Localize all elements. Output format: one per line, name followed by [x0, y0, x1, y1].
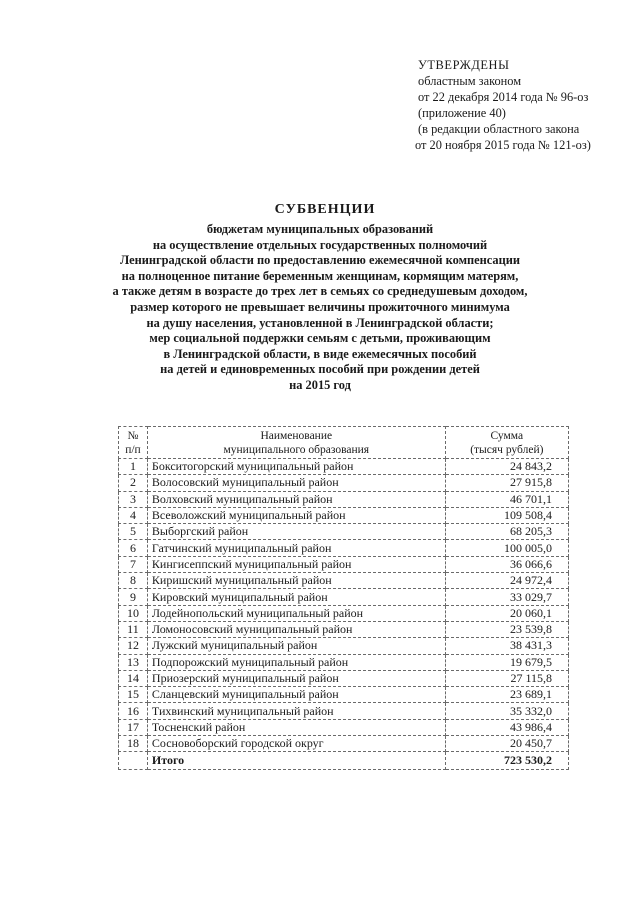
title-line: на 2015 год — [289, 377, 351, 392]
title-line: мер социальной поддержки семьям с детьми, проживающим — [149, 331, 491, 346]
table-row — [119, 556, 569, 572]
table-row — [119, 573, 569, 589]
approval-title: УТВЕРЖДЕНЫ — [418, 58, 510, 72]
title-line: размер которого не превышает величины прожиточного минимума — [130, 299, 510, 314]
row-name: Сланцевский муниципальный район — [147, 687, 445, 703]
row-sum: 24 843,2 — [445, 459, 568, 475]
header-num-line1: № — [127, 429, 139, 442]
header-name — [147, 427, 445, 459]
row-number: 10 — [119, 605, 148, 621]
row-sum: 20 060,1 — [445, 605, 568, 621]
table-row — [119, 605, 569, 621]
row-name: Тихвинский муниципальный район — [147, 703, 445, 719]
row-name: Сосновоборский городской округ — [147, 736, 445, 752]
row-number: 6 — [119, 540, 148, 556]
table-row — [119, 507, 569, 523]
header-num-line2: п/п — [125, 443, 141, 456]
approval-line: (в редакции областного закона — [418, 122, 580, 136]
title-line: Ленинградской области по предоставлению ежемесячной компенсации — [119, 253, 521, 268]
row-number: 8 — [119, 573, 148, 589]
table-total-row — [119, 752, 569, 770]
row-name: Киришский муниципальный район — [147, 573, 445, 589]
row-name: Подпорожский муниципальный район — [147, 654, 445, 670]
header-sum-line2: (тысяч рублей) — [470, 443, 544, 456]
row-sum: 23 539,8 — [445, 621, 568, 637]
row-number: 16 — [119, 703, 148, 719]
header-sum — [445, 427, 568, 459]
table-row — [119, 540, 569, 556]
row-number: 15 — [119, 687, 148, 703]
title-line: в Ленинградской области, в виде ежемесячных пособий — [163, 346, 477, 361]
table-row — [119, 638, 569, 654]
row-name: Всеволожский муниципальный район — [147, 507, 445, 523]
row-sum: 46 701,1 — [445, 491, 568, 507]
table-row — [119, 459, 569, 475]
row-name: Волосовский муниципальный район — [147, 475, 445, 491]
table-row — [119, 687, 569, 703]
table-row — [119, 524, 569, 540]
header-name-line1: Наименование — [260, 429, 333, 442]
header-name-line2: муниципального образования — [223, 443, 370, 456]
title-line: а также детям в возрасте до трех лет в семьях со среднедушевым доходом, — [112, 284, 528, 299]
row-sum: 24 972,4 — [445, 573, 568, 589]
row-sum: 100 005,0 — [445, 540, 568, 556]
header-sum-line1: Сумма — [490, 429, 524, 442]
row-number: 18 — [119, 736, 148, 752]
row-sum: 23 689,1 — [445, 687, 568, 703]
approval-line: областным законом — [418, 74, 522, 88]
row-number: 2 — [119, 475, 148, 491]
row-name: Лужский муниципальный район — [147, 638, 445, 654]
total-num-cell — [119, 752, 148, 770]
subsidies-table — [118, 426, 569, 770]
row-name: Ломоносовский муниципальный район — [147, 621, 445, 637]
row-name: Кировский муниципальный район — [147, 589, 445, 605]
row-name: Тосненский район — [147, 719, 445, 735]
table-body — [119, 459, 569, 752]
row-name: Волховский муниципальный район — [147, 491, 445, 507]
row-name: Выборгский район — [147, 524, 445, 540]
row-sum: 20 450,7 — [445, 736, 568, 752]
table-row — [119, 736, 569, 752]
table-row — [119, 654, 569, 670]
approval-line: от 22 декабря 2014 года № 96-оз — [418, 90, 589, 104]
row-number: 13 — [119, 654, 148, 670]
row-sum: 19 679,5 — [445, 654, 568, 670]
approval-line: от 20 ноября 2015 года № 121-оз) — [415, 138, 591, 152]
row-sum: 36 066,6 — [445, 556, 568, 572]
table-row — [119, 703, 569, 719]
row-name: Гатчинский муниципальный район — [147, 540, 445, 556]
table-row — [119, 621, 569, 637]
row-sum: 27 915,8 — [445, 475, 568, 491]
row-sum: 38 431,3 — [445, 638, 568, 654]
row-number: 1 — [119, 459, 148, 475]
title-main: СУБВЕНЦИИ — [274, 202, 376, 217]
approval-stamp — [415, 57, 591, 153]
document-title — [0, 202, 640, 394]
row-sum: 109 508,4 — [445, 507, 568, 523]
row-number: 12 — [119, 638, 148, 654]
title-line: на осуществление отдельных государственных полномочий — [152, 237, 488, 252]
row-number: 3 — [119, 491, 148, 507]
row-number: 4 — [119, 507, 148, 523]
title-line: на детей и единовременных пособий при рождении детей — [160, 362, 480, 377]
row-sum: 27 115,8 — [445, 670, 568, 686]
row-number: 5 — [119, 524, 148, 540]
table-row — [119, 491, 569, 507]
table-header-row — [119, 427, 569, 459]
total-sum: 723 530,2 — [445, 752, 568, 770]
row-name: Бокситогорский муниципальный район — [147, 459, 445, 475]
row-sum: 43 986,4 — [445, 719, 568, 735]
table-row — [119, 589, 569, 605]
approval-line: (приложение 40) — [418, 106, 506, 120]
row-sum: 33 029,7 — [445, 589, 568, 605]
title-line: на полноценное питание беременным женщинам, кормящим матерям, — [121, 268, 519, 283]
row-number: 11 — [119, 621, 148, 637]
row-number: 9 — [119, 589, 148, 605]
row-number: 17 — [119, 719, 148, 735]
row-name: Приозерский муниципальный район — [147, 670, 445, 686]
title-line: бюджетам муниципальных образований — [206, 222, 434, 236]
table-row — [119, 719, 569, 735]
table-row — [119, 670, 569, 686]
row-name: Кингисеппский муниципальный район — [147, 556, 445, 572]
row-sum: 35 332,0 — [445, 703, 568, 719]
total-label: Итого — [147, 752, 445, 770]
row-number: 7 — [119, 556, 148, 572]
title-line: на душу населения, установленной в Ленинградской области; — [146, 315, 494, 330]
row-name: Лодейнопольский муниципальный район — [147, 605, 445, 621]
row-number: 14 — [119, 670, 148, 686]
table-row — [119, 475, 569, 491]
row-sum: 68 205,3 — [445, 524, 568, 540]
header-num — [119, 427, 148, 459]
